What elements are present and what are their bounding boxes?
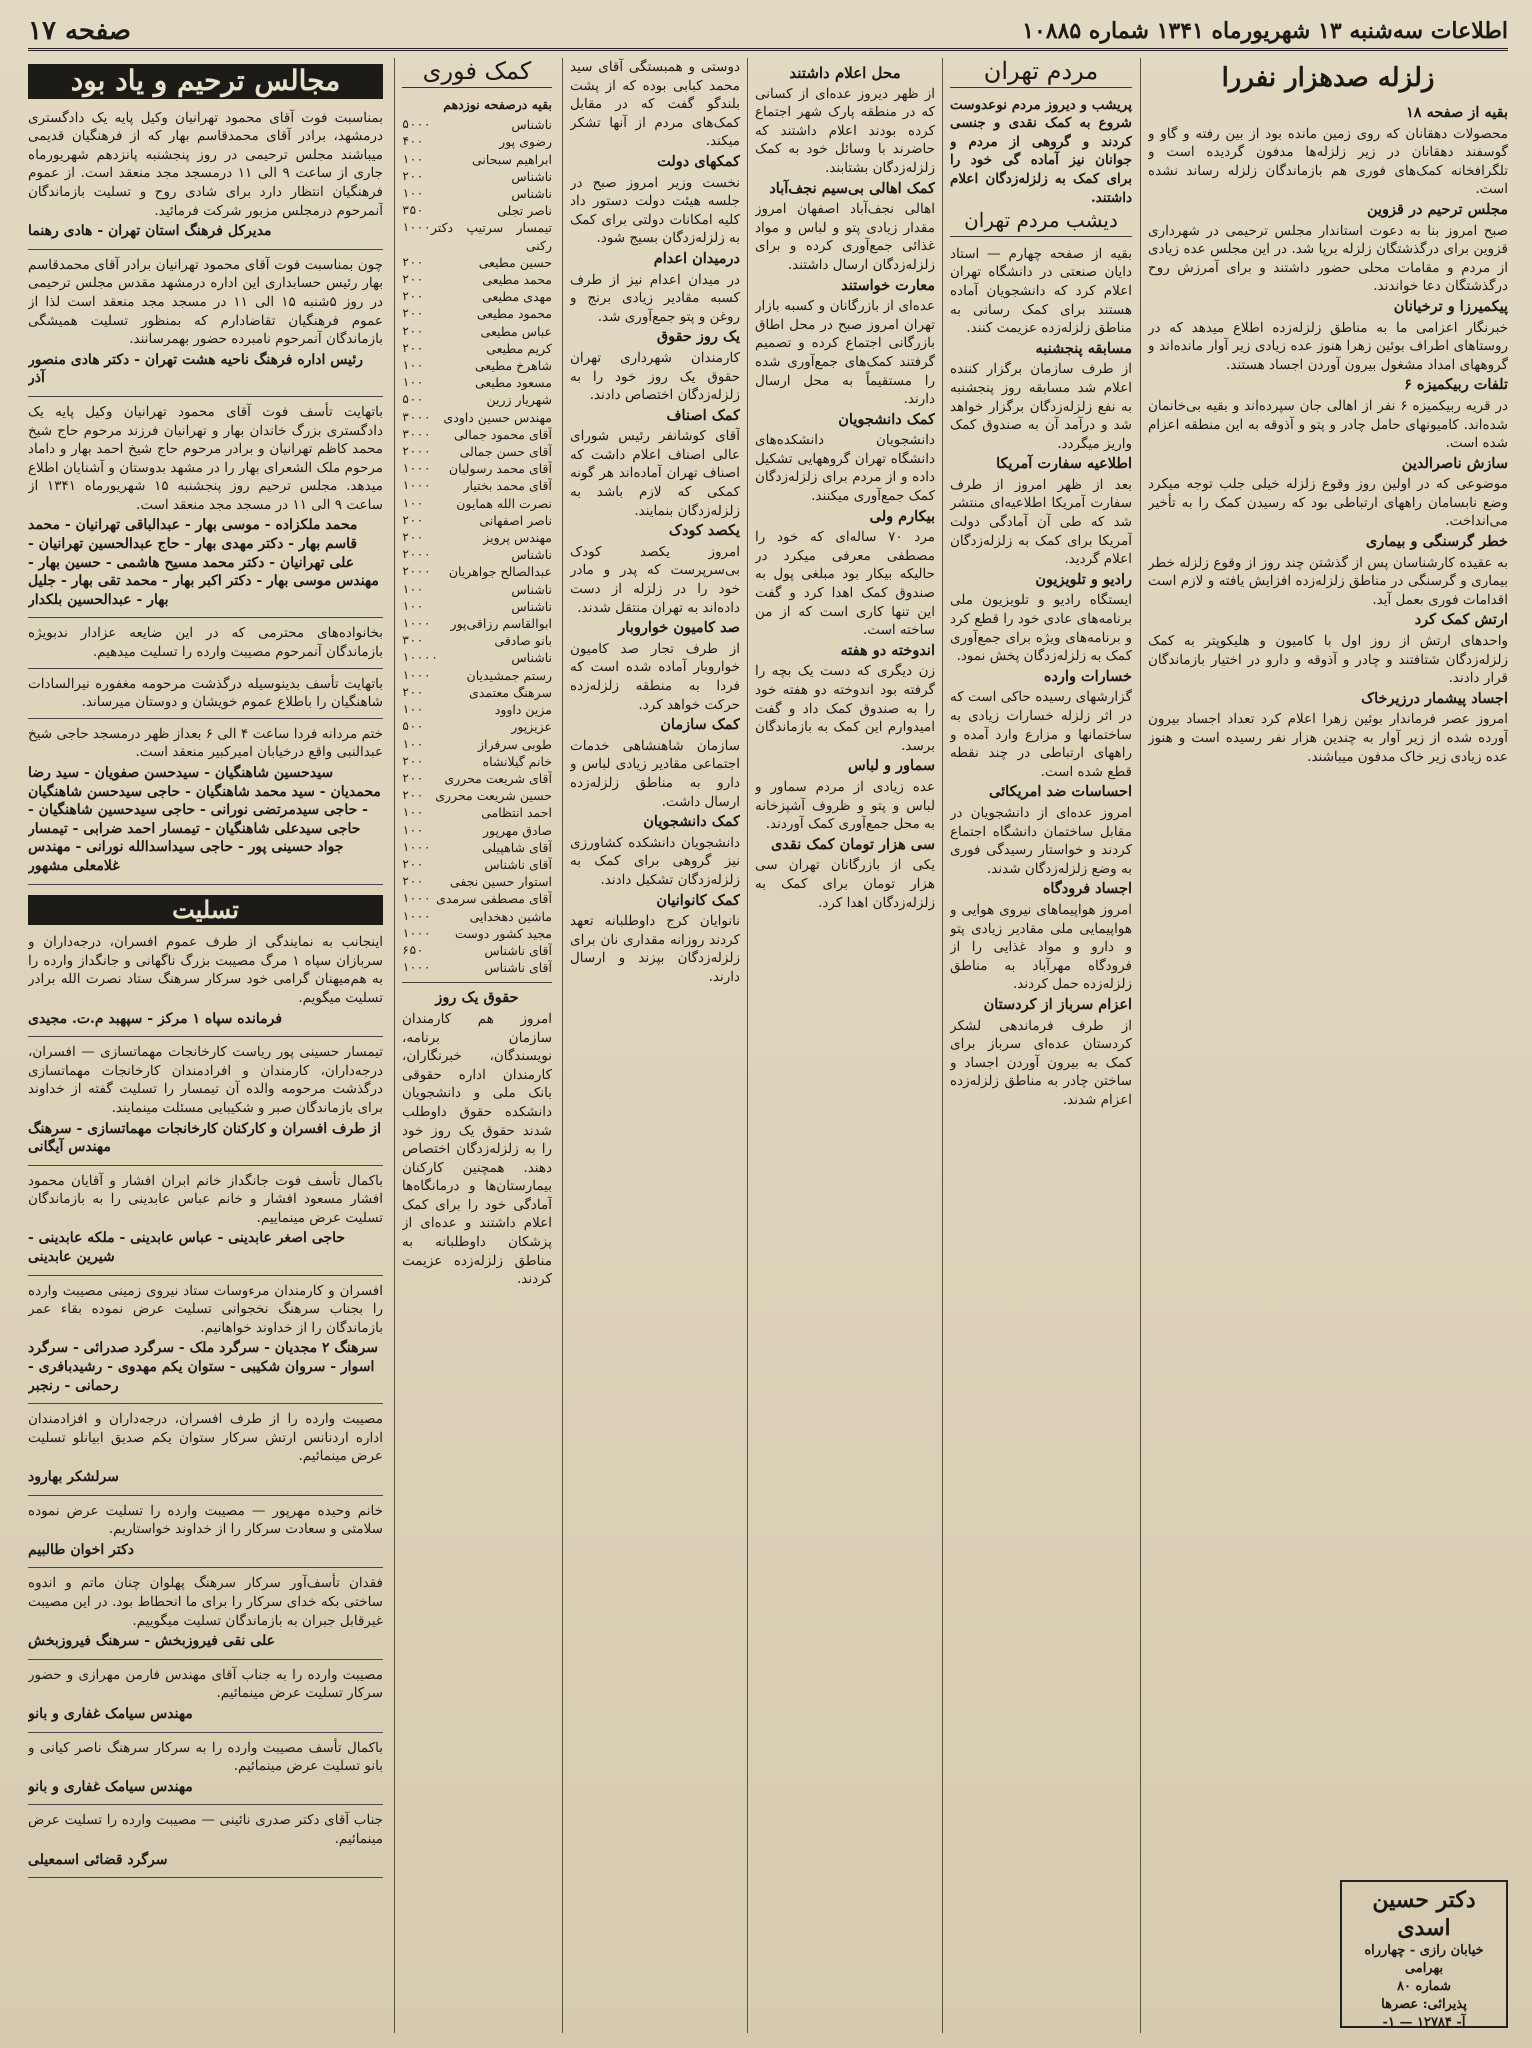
donor-name: مجید کشور دوست (455, 925, 552, 941)
donor-row (402, 305, 552, 322)
paragraph: بعد از ظهر امروز از طرف سفارت آمریکا اطلاعیه‌ای منتشر شد که طی آن آمادگی دولت آمریکا برای کمک به زلزله‌زدگان اعلام گردید. (950, 476, 1132, 568)
subheading: کمکهای دولت (657, 152, 740, 170)
notice-signature: رئیس اداره فرهنگ ناحیه هشت تهران - دکتر هادی منصور آذر (28, 351, 364, 387)
donor-amount: ۲۰۰ (402, 272, 424, 287)
donor-amount: ۲۰۰ (402, 684, 424, 699)
subheading: سی هزار تومان کمک نقدی (770, 835, 935, 853)
notice-text: مصیبت وارده را به جناب آقای مهندس فارمن مهرازی و حضور سرکار تسلیت عرض مینمائیم. (28, 1666, 383, 1702)
notice-divider (28, 1804, 383, 1805)
donor-amount: ۲۰۰ (402, 323, 424, 338)
donor-name: احمد انتظامی (481, 805, 552, 821)
paragraph: امروز عصر فرماندار بوئین زهرا اعلام کرد تعداد اجساد بیرون آورده شده از زیر آوار به چندین هزار نفر رسیده است و هنوز عده زیادی زیر خاک مدفون میباشند. (1148, 711, 1508, 765)
subheading: اجساد پیشمار درزیرخاک (1361, 689, 1508, 707)
notice-divider (28, 1403, 383, 1404)
notice-divider (28, 1495, 383, 1496)
subheading: مجلس ترحیم در قزوین (1366, 200, 1508, 218)
donor-name: تیمسار سرتیپ دکتر رکنی (430, 220, 552, 253)
subheading: خسارات وارده (1043, 667, 1132, 685)
donor-name: ابوالقاسم رزاقی‌پور (450, 616, 552, 632)
donor-row (402, 736, 552, 753)
notice-divider (28, 1165, 383, 1166)
donor-row (402, 254, 552, 271)
donor-name: ابراهیم سبحانی (472, 151, 552, 167)
paragraph: در میدان اعدام نیز از طرف کسبه مقادیر زیادی برنج و روغن و پتو جمع‌آوری شد. (570, 271, 740, 325)
donor-amount: ۱۰۰۰ (402, 461, 431, 476)
paragraph: سازمان شاهنشاهی خدمات اجتماعی مقادیر زیادی لباس و دارو به مناطق زلزله‌زده ارسال داشت. (570, 737, 740, 810)
column-donor-list (402, 58, 552, 2033)
donor-amount: ۲۰۰ (402, 289, 424, 304)
donor-amount: ۱۰۰ (402, 358, 424, 373)
notice-divider (28, 1275, 383, 1276)
donor-amount: ۱۰۰ (402, 805, 424, 820)
lead-paragraph: پریشب و دیروز مردم نوعدوست شروع به کمک نقدی و جنسی کردند و گروهی از مردم و جوانان نیز آماده گی خود را برای کمک به زلزله‌زدگان اعلام داشتند. (950, 96, 1132, 206)
donor-name: سرهنگ معتمدی (469, 684, 552, 700)
donor-row (402, 323, 552, 340)
notice-text: باکمال تأسف مصیبت وارده را به سرکار سرهنگ ناصر کیانی و بانو تسلیت عرض مینمائیم. (28, 1739, 383, 1775)
paragraph: نخست وزیر امروز صبح در جلسه هیئت دولت دستور داد کلیه امکانات دولتی برای کمک به زلزله‌زدگان بسیج شود. (570, 174, 740, 247)
paragraph: به عقیده کارشناسان پس از گذشتن چند روز از وقوع زلزله خطر بیماری و گرسنگی در مناطق زلزله‌زده افزایش یافته و لازم است اقدامات فوری بعمل آید. (1148, 554, 1508, 608)
subheading: کمک دانشجویان (838, 410, 935, 428)
subheading: اعزام سرباز از کردستان (983, 995, 1132, 1013)
donor-amount: ۴۰۰ (402, 134, 424, 149)
donor-amount: ۱۰۰ (402, 822, 424, 837)
notice-text: ختم مردانه فردا ساعت ۴ الی ۶ بعداز ظهر درمسجد حاجی شیخ عبدالنبی واقع درخیابان امیرکبیر منعقد است. (28, 725, 383, 761)
paragraph: اهالی نجف‌آباد اصفهان امروز مقدار زیادی پتو و لباس و مواد غذائی جمع‌آوری کرده و برای زلزله‌زدگان ارسال داشتند. (755, 201, 935, 273)
notice-text: بخانواده‌های محترمی که در این ضایعه عزادار ندبویژه بازماندگان آنمرحوم مصیبت وارده را تسلیت میدهیم. (28, 625, 383, 661)
subheading: احساسات ضد امریکائی (989, 783, 1132, 801)
donor-amount: ۱۰۰۰ (402, 908, 431, 923)
donor-row (402, 942, 552, 959)
donor-amount: ۱۰۰ (402, 581, 424, 596)
paragraph: از طرف سازمان برگزار کننده اعلام شد مسابقه روز پنجشنبه به نفع زلزله‌زدگان برگزار خواهد شد و درآمد آن به صندوق کمک واریز میگردد. (950, 361, 1132, 452)
paragraph: مرد ۷۰ ساله‌ای که خود را مصطفی معرفی میکرد در حالیکه بیکار بود مبلغی پول به صندوق کمک اهدا کرد و گفت این تنها کاری است که از من ساخته است. (755, 529, 935, 639)
column-memorials (28, 58, 383, 2033)
subheading: اطلاعیه سفارت آمریکا (996, 455, 1132, 473)
donor-row (402, 288, 552, 305)
notice-text: چون بمناسبت فوت آقای محمود تهرانیان برادر آقای محمدقاسم بهار رئیس حسابداری این اداره درمشهد مقدس مجلس ترحیمی در روز ۵شنبه ۱۵ الی ۱۱ در مسجد مجد منعقد است لذا از عموم فرهنگیان تقاضادارم که بمنظور تسلیت همیشگی بازماندگان آنمرحوم نامبرده حضور بهمرسانند. (28, 256, 383, 348)
notice-divider (28, 1732, 383, 1733)
notice-divider (28, 1659, 383, 1660)
paragraph: دانشجویان دانشکده کشاورزی نیز گروهی برای کمک به زلزله‌زدگان تشکیل دادند. (570, 834, 740, 888)
donor-row (402, 822, 552, 839)
donor-name: شهریار زرین (486, 392, 552, 408)
donor-name: حسین مطیعی (478, 254, 552, 270)
donor-name: ناشناس (511, 598, 552, 614)
donor-table (402, 116, 552, 976)
notice-signature: مهندس سیامک غفاری و بانو (28, 1778, 193, 1795)
donor-amount: ۶۵۰ (402, 942, 424, 957)
headline-tehran-people: مردم تهران (950, 62, 1132, 88)
donor-row (402, 684, 552, 701)
donor-row (402, 632, 552, 649)
donor-amount: ۱۰۰ (402, 736, 424, 751)
notice-signature: از طرف افسران و کارکنان کارخانجات مهماتسازی - سرهنگ مهندس آیگانی (28, 1120, 381, 1156)
headline-earthquake: زلزله صدهزار نفررا (1221, 63, 1435, 93)
subheading: تلفات ربیکمیزه ۶ (1404, 376, 1508, 394)
donor-name: ماشین دهخدایی (469, 908, 552, 924)
donor-amount: ۱۰۰۰ (402, 839, 431, 854)
notice-text: افسران و کارمندان مرءوسات ستاد نیروی زمینی مصیبت وارده را بجناب سرهنگ نخجوانی تسلیت عرض نموده بقاء عمر بازماندگان را از خداوند خواهانیم. (28, 1282, 383, 1336)
donor-amount: ۲۰۰ (402, 340, 424, 355)
column-tehran-people (950, 58, 1132, 2033)
donor-amount: ۳۵۰ (402, 203, 424, 218)
donor-amount: ۲۰۰ (402, 788, 424, 803)
donor-amount: ۱۰۰ (402, 151, 424, 166)
donor-row (402, 151, 552, 168)
donor-amount: ۲۰۰۰ (402, 564, 431, 579)
notice-signature: علی نقی فیروزبخش - سرهنگ فیروزبخش (28, 1633, 275, 1650)
issue-line: اطلاعات سه‌شنبه ۱۳ شهریورماه ۱۳۴۱ شماره ۱۰۸۸۵ (1022, 18, 1508, 44)
donor-amount: ۱۰۰ (402, 375, 424, 390)
donor-row (402, 219, 552, 253)
subheading: سماور و لباس (848, 757, 935, 775)
donor-row (402, 753, 552, 770)
notice-text: اینجانب به نمایندگی از طرف عموم افسران، درجه‌داران و سربازان سپاه ۱ مرگ مصیبت بزرگ ناگهانی و جانگداز وارده را به هم‌میهنان گرامی خود سرکار سرهنگ ستاد نصرت الله برادر تسلیت میگویم. (28, 934, 383, 1006)
donor-amount: ۲۰۰۰ (402, 547, 431, 562)
donor-name: ناشناس (511, 168, 552, 184)
memorial-notices (28, 109, 383, 885)
donor-name: عزیزپور (511, 719, 552, 735)
subheading: اندوخته دو هفته (840, 641, 935, 659)
paragraph: کارمندان شهرداری تهران حقوق یک روز خود را به زلزله‌زدگان اختصاص دادند. (570, 349, 740, 404)
ad-hours: پذیرائی: عصرها (1381, 1997, 1467, 2012)
donor-amount: ۲۰۰ (402, 254, 424, 269)
donor-amount: ۱۰۰۰ (402, 220, 431, 235)
notice-text: مصیبت وارده را از طرف افسران، درجه‌داران و افزادمندان اداره اردنانس ارتش سرکار ستوان یکم صدیق ابیانلو تسلیت عرض مینمائیم. (28, 1411, 383, 1465)
donor-name: محمود مطیعی (476, 306, 552, 322)
subheading: خطر گرسنگی و بیماری (1365, 533, 1508, 551)
subheading: اجساد فرودگاه (1042, 880, 1132, 898)
subheading: بیکارم ولی (869, 507, 935, 525)
notice-divider (28, 668, 383, 669)
donor-row (402, 443, 552, 460)
donor-name: رستم جمشیدیان (466, 667, 552, 683)
donor-row (402, 649, 552, 666)
donor-amount: ۵۰۰۰ (402, 117, 431, 132)
subheading: کمک کانوانیان (656, 891, 740, 909)
paragraph: عده زیادی از مردم سماور و لباس و پتو و ظروف آشپزخانه به محل جمع‌آوری کمک آوردند. (755, 778, 935, 833)
donor-row (402, 512, 552, 529)
donor-amount: ۲۰۰ (402, 306, 424, 321)
donor-row (402, 839, 552, 856)
donor-amount: ۲۰۰ (402, 874, 424, 889)
donor-row (402, 340, 552, 357)
paragraph: عده‌ای از بازرگانان و کسبه بازار تهران امروز صبح در محل اطاق بازرگانی اجتماع کرده و تصمیم گرفتند کمک‌های جمع‌آوری شده را مستقیماً به محل ارسال دارند. (755, 298, 935, 408)
notice-signature: دکتر اخوان طالبیم (28, 1541, 134, 1558)
donor-amount: ۲۰۰ (402, 530, 424, 545)
donor-row (402, 598, 552, 615)
donor-row (402, 581, 552, 598)
notice-signature: حاجی اصغر عابدینی - عباس عابدینی - ملکه عابدینی - شیرین عابدینی (28, 1230, 346, 1266)
notice-text: تیمسار حسینی پور ریاست کارخانجات مهماتسازی — افسران، درجه‌داران، کارمندان و افرادمندان کارخانجات مهماتسازی درگذشت مرحومه والده آن تیمسار را تسلیت گفته از خداوند برای بازماندگان صبر و شکیبایی مسئلت مینمایند. (28, 1044, 383, 1116)
paragraph: از ظهر دیروز عده‌ای از کسانی که در منطقه پارک شهر اجتماع کرده بودند اعلام داشتند که حاضرند با وسائل خود به کمک زلزله‌زدگان بشتابند. (755, 85, 935, 176)
donor-name: آقای محمود جمالی (454, 426, 552, 442)
paragraph: یکی از بازرگانان تهران سی هزار تومان برای کمک به زلزله‌زدگان اهدا کرد. (755, 857, 935, 911)
donor-name: حسین شریعت محرری (435, 788, 552, 804)
donor-name: مزین داوود (494, 702, 552, 718)
donor-name: رضوی پور (499, 134, 552, 150)
donor-row (402, 495, 552, 512)
donor-amount: ۵۰۰ (402, 719, 424, 734)
ad-number: شماره ۸۰ (1397, 1979, 1451, 1994)
column-earthquake (1148, 58, 1508, 2033)
donor-name: استوار حسین نجفی (449, 874, 552, 890)
notice-signature: سرلشکر بهارود (28, 1469, 119, 1485)
donor-row (402, 391, 552, 408)
donor-row (402, 116, 552, 133)
donor-name: ناشناس (511, 581, 552, 597)
donor-name: آقای ناشناس (484, 856, 552, 872)
donor-name: آقای ناشناس (484, 960, 552, 976)
donor-amount: ۱۰۰۰ (402, 478, 431, 493)
paragraph: در قریه ربیکمیزه ۶ نفر از اهالی جان سپرده‌اند و بقیه بی‌خانمان شده‌اند. کامیونهای حامل چادر و پتو و آذوقه به این منطقه اعزام شده است. (1148, 397, 1508, 452)
donor-row (402, 925, 552, 942)
donor-name: طوبی سرفراز (477, 736, 552, 752)
notice-text: باتهایت تأسف فوت آقای محمود تهرانیان وکیل پایه یک دادگستری بزرگ خاندان بهار و تهرانیان فرزند مرحوم حاج شیخ محمد کاظم تهرانیان و برادر مرحوم حاج شیخ احمد بهار و داماد مرحوم ملک الشعرای بهار را در مشهد بدوستان و آشنایان اطلاع میدهد. مجلس ترحیم روز پنجشنبه ۱۵ شهریورماه ۱۳۴۱ از ساعت ۹ الی ۱۱ در مسجد مجد منعقد است. (28, 403, 383, 513)
condolence-notices (28, 933, 383, 1878)
donor-row (402, 701, 552, 718)
doctor-ad (1340, 1880, 1508, 2028)
donor-row (402, 426, 552, 443)
notice-text: خانم وحیده مهرپور — مصیبت وارده را تسلیت عرض نموده سلامتی و سعادت سرکار را از خداوند خواستاریم. (28, 1502, 383, 1538)
subheading: درمیدان اعدام (653, 249, 740, 267)
subheading: کمک اهالی بی‌سیم نجف‌آباد (769, 179, 935, 197)
donor-name: آقای ناشناس (484, 942, 552, 958)
subheading: کمک دانشجویان (643, 813, 740, 831)
donor-amount: ۲۰۰ (402, 512, 424, 527)
notice-text: جناب آقای دکتر صدری نائینی — مصیبت وارده را تسلیت عرض مینمائیم. (28, 1812, 383, 1847)
donor-row (402, 667, 552, 684)
continuation-note: بقیه از صفحه ۱۸ (1405, 104, 1508, 121)
donor-name: محمد مطیعی (482, 272, 552, 288)
donor-name: آقای حسن جمالی (459, 444, 552, 460)
ad-address: خیابان رازی - چهارراه بهرامی (1364, 1943, 1484, 1976)
notice-text: بمناسبت فوت آقای محمود تهرانیان وکیل پایه یک دادگستری درمشهد، برادر آقای محمدقاسم بهار که از فرهنگیان قدیمی میباشند مجلس ترحیمی در روز پنجشنبه پانزدهم شهریورماه جاری از ساعت ۹ الی ۱۱ درمسجد مجد منعقد است. از عموم فرهنگیان انتظار دارد برای شادی روح و تسلیت بازماندگان آنمرحوم درمجلس مزبور شرکت فرمائید. (28, 109, 383, 219)
page-number: صفحه ۱۷ (28, 16, 131, 46)
notice-divider (28, 884, 383, 885)
column-heading: محل اعلام داشتند (789, 64, 901, 82)
donor-name: مهندس حسین داودی (443, 409, 552, 425)
subheading: صد کامیون خواروبار (618, 619, 740, 637)
column-divider (747, 58, 748, 2033)
paragraph: بقیه از صفحه چهارم — استاد دایان صنعتی در دانشگاه تهران اعلام کرد که دانشجویان آماده هستند برای کمک رسانی به مناطق زلزله‌زده عزیمت کنند. (950, 245, 1132, 337)
donor-amount: ۲۰۰ (402, 770, 424, 785)
donor-name: آقای شریعت محرری (444, 770, 552, 786)
subheading: کمک اصناف (666, 406, 740, 424)
column-divider (394, 58, 395, 2033)
donor-name: ناصر اصفهانی (479, 512, 552, 528)
subheading: پیکمیرزا و ترخیانان (1393, 297, 1508, 315)
donor-name: ناشناس (511, 117, 552, 133)
donor-name: خانم گیلانشاه (482, 753, 552, 769)
donor-name: ناصر تجلی (497, 203, 552, 219)
donor-amount: ۳۰۰ (402, 633, 424, 648)
donor-amount: ۱۰۰۰۰ (402, 650, 439, 665)
notice-signature: فرمانده سپاه ۱ مرکز - سپهبد م.ت. مجیدی (28, 1010, 283, 1027)
paragraph: دوستی و همبستگی آقای سید محمد کبابی بوده که از پشت بلندگو گفت که در مقابل کمک‌های مردم از آنها تشکر میکند. (570, 59, 740, 150)
donor-row (402, 546, 552, 563)
donor-amount: ۱۰۰ (402, 598, 424, 613)
paragraph: ایستگاه رادیو و تلویزیون ملی برنامه‌های عادی خود را قطع کرد و برنامه‌های ویژه برای جمع‌آوری کمک به زلزله‌زدگان پخش نمود. (950, 592, 1132, 665)
donor-row (402, 615, 552, 632)
notice-divider (28, 249, 383, 250)
notice-text: باکمال تأسف فوت جانگداز خانم ابران افشار و آقایان محمود افشار مسعود افشار و خانم عباس عابدینی را به بازماندگان تسلیت عرض مینماییم. (28, 1172, 383, 1226)
donor-list-title: کمک فوری (402, 62, 552, 88)
donor-amount: ۱۰۰۰ (402, 616, 431, 631)
notice-text: باتهایت تأسف بدینوسیله درگذشت مرحومه مغفوره نیرالسادات شاهنگیان را باطلاع عموم خویشان و دوستان میرساند. (28, 675, 383, 711)
donor-amount: ۱۰۰ (402, 702, 424, 717)
donor-name: عبدالصالح جواهریان (448, 564, 552, 580)
notice-divider (28, 396, 383, 397)
donor-row (402, 460, 552, 477)
paragraph: گزارشهای رسیده حاکی است که در اثر زلزله خسارات زیادی به ساختمانها و مزارع وارد آمده و راههای ارتباطی در چند نقطه قطع شده است. (950, 689, 1132, 780)
donor-name: ناشناس (511, 186, 552, 201)
donor-row (402, 804, 552, 821)
donor-row (402, 409, 552, 426)
notice-divider (28, 1877, 383, 1878)
column-aid-news (570, 58, 740, 2033)
condolence-banner: تسلیت (28, 895, 383, 926)
notice-signature: سرگرد قضائی اسمعیلی (28, 1851, 168, 1868)
donor-name: صادق مهرپور (483, 822, 552, 838)
subheading: یکصد کودک (668, 522, 740, 540)
page-header (28, 14, 1508, 51)
paragraph: صبح امروز بنا به دعوت استاندار مجلس ترحیمی در شهرداری قزوین برای درگذشتگان زلزله برپا شد. در این مجلس عده زیادی از مردم و مقامات محلی حضور داشتند و برای آمرزش روح درگذشتگان دعا خواندند. (1148, 222, 1508, 295)
donor-row (402, 185, 552, 202)
donor-name: بانو صادقی (494, 633, 552, 649)
notice-signature: مدیرکل فرهنگ استان تهران - هادی رهنما (28, 223, 272, 240)
subheading: یک روز حقوق (656, 328, 740, 346)
donor-row (402, 873, 552, 890)
column-divider (942, 58, 943, 2033)
donor-amount: ۲۰۰ (402, 168, 424, 183)
column-divider (1140, 58, 1141, 2033)
donor-amount: ۲۰۰ (402, 856, 424, 871)
column-divider (562, 58, 563, 2033)
donor-row (402, 718, 552, 735)
notice-text: فقدان تأسف‌آور سرکار سرهنگ پهلوان چنان ماتم و اندوه ساختی بکه خدای سرکار را برای ما انحطاط بود. در این مصیبت غیرقابل جبران به بازماندگان تسلیت میگوییم. (28, 1575, 383, 1629)
donor-amount: ۳۰۰۰ (402, 426, 431, 441)
paragraph: نانوایان کرج داوطلبانه تعهد کردند روزانه مقداری نان برای زلزله‌زدگان بپزند و ارسال دارند. (570, 913, 740, 985)
divider (402, 982, 552, 983)
paragraph: خبرنگار اعزامی ما به مناطق زلزله‌زده اطلاع میدهد که در روستاهای اطراف بوئین زهرا هنوز عده زیادی زیر آوار مانده‌اند و گروههای امداد مشغول بیرون آوردن اجساد هستند. (1148, 319, 1508, 373)
donor-row (402, 959, 552, 976)
donor-name: آقای مصطفی سرمدی (436, 891, 552, 907)
paragraph: واحدهای ارتش از روز اول با کامیون و هلیکوپتر به کمک زلزله‌زدگان شتافتند و چادر و آذوقه و دارو در اختیار بازماندگان قرار دادند. (1148, 633, 1508, 687)
donor-amount: ۱۰۰ (402, 495, 424, 510)
donor-name: مهدی مطیعی (482, 289, 552, 305)
memorial-banner: مجالس ترحیم و یاد بود (28, 64, 383, 99)
paragraph: امروز یکصد کودک بی‌سرپرست که پدر و مادر خود را در زلزله از دست داده‌اند به تهران منتقل شدند. (570, 543, 740, 616)
donor-name: ناشناس (511, 547, 552, 563)
donor-amount: ۱۰۰۰ (402, 891, 431, 906)
donor-amount: ۱۰۰۰ (402, 960, 431, 975)
subheading: مسابقه پنجشنبه (1035, 339, 1132, 357)
notice-divider (28, 718, 383, 719)
subheading: ارتش کمک کرد (1414, 611, 1508, 629)
notice-divider (28, 617, 383, 618)
paragraph: محصولات دهقانان که روی زمین مانده بود از بین رفته و گاو و گوسفند دهقانان در زیر زلزله‌ها مدفون گردیده است و تلگرافخانه کمک‌های فوری هم بازماندگان زلزله رساند نشده است. (1148, 125, 1508, 198)
donor-row (402, 563, 552, 580)
donor-row (402, 477, 552, 494)
paragraph: موضوعی که در اولین روز وقوع زلزله خیلی جلب توجه میکرد وضع نابسامان راههای ارتباطی بود که رسیدن کمک را به تأخیر می‌انداخت. (1148, 476, 1508, 530)
notice-signature: محمد ملکزاده - موسی بهار - عبدالباقی تهرانیان - محمد قاسم بهار - دکتر مهدی بهار - حاج عبدالحسین تهرانیان - علی تهرانیان - دکتر محمد مسیح هاشمی - حسین بهار - مهندس موسی بهار - دکتر اکبر بهار - محمد تقی بهار - جلیل بهار - عبدالحسین بلکدار (28, 517, 379, 608)
donor-amount: ۱۰۰۰ (402, 667, 431, 682)
subheading: رادیو و تلویزیون (1035, 570, 1132, 588)
paragraph: دانشجویان دانشکده‌های دانشگاه تهران گروههایی تشکیل داده و از مردم برای زلزله‌زدگان کمک جمع‌آوری میکنند. (755, 432, 935, 505)
donor-amount: ۱۰۰ (402, 186, 424, 200)
donor-name: ناشناس (511, 650, 552, 666)
donor-row (402, 271, 552, 288)
donor-amount: ۳۰۰۰ (402, 409, 431, 424)
donor-name: مسعود مطیعی (474, 375, 552, 391)
notice-divider (28, 1036, 383, 1037)
donor-amount: ۵۰۰ (402, 392, 424, 407)
notice-signature: مهندس سیامک غفاری و بانو (28, 1705, 193, 1722)
donor-row (402, 202, 552, 219)
notice-divider (28, 1567, 383, 1568)
donor-amount: ۲۰۰ (402, 753, 424, 768)
paragraph: امروز هواپیماهای نیروی هوایی و هواپیمایی ملی مقادیر زیادی پتو و دارو و مواد غذایی را از فرودگاه مهرآباد به مناطق زلزله‌زده حمل کردند. (950, 901, 1132, 993)
donor-row (402, 357, 552, 374)
paragraph: از طرف فرماندهی لشکر کردستان عده‌ای سرباز برای کمک به بیرون آوردن اجساد و ساختن چادر به مناطق زلزله‌زده اعزام شدند. (950, 1017, 1132, 1108)
donor-name: شاهرخ مطیعی (475, 358, 552, 374)
paragraph: زن دیگری که دست یک بچه را گرفته بود اندوخته دو هفته خود را به صندوق کمک داد و گفت امیدوارم این کمک به بازماندگان برسد. (755, 663, 935, 754)
donor-row (402, 856, 552, 873)
notice-signature: سرهنگ ۲ مجدیان - سرگرد ملک - سرگرد صدرائی - سرگرد اسوار - سروان شکیبی - ستوان یکم مهدوی - رشیدبافری - رحمانی - رنجبر (28, 1340, 378, 1394)
donor-amount: ۱۰۰۰ (402, 925, 431, 940)
column-donations-report (755, 58, 935, 2033)
donor-name: عباس مطیعی (480, 323, 552, 339)
donor-name: نصرت الله همایون (456, 495, 552, 511)
donor-row (402, 168, 552, 185)
subheading: سازش ناصرالدین (1401, 454, 1508, 472)
donor-name: مهندس پرویز (483, 530, 552, 546)
donor-name: آقای محمد رسولیان (448, 461, 552, 477)
donor-amount: ۲۰۰۰ (402, 444, 431, 459)
donor-name: آقای محمد بختیار (463, 478, 552, 494)
donor-row (402, 133, 552, 150)
subheadline: دیشب مردم تهران (950, 211, 1132, 237)
donor-row (402, 770, 552, 787)
ad-doctor-name: دکتر حسین اسدی (1372, 1887, 1476, 1941)
paragraph: امروز هم کارمندان سازمان برنامه، نویسندگان، خبرنگاران، کارمندان اداره حقوقی بانک ملی و دانشجویان دانشکده حقوق داوطلب شدند حقوق یک روز خود را به زلزله‌زدگان اختصاص دهند. همچنین کارکنان بیمارستان‌ها و درمانگاه‌ها آمادگی خود را برای کمک اعلام داشتند و عده‌ای از پزشکان داوطلبانه به مناطق زلزله‌زده عزیمت کردند. (402, 1010, 552, 1288)
donor-row (402, 374, 552, 391)
subheading: معارت خواستند (841, 276, 935, 294)
ad-code: آ- ۱۲۷۸۴ — ۱- (1382, 2015, 1466, 2030)
subheading: کمک سازمان (660, 716, 740, 734)
donor-row (402, 890, 552, 907)
continuation-note: بقیه درصفحه نوزدهم (443, 96, 552, 112)
paragraph: امروز عده‌ای از دانشجویان در مقابل ساختمان دانشگاه اجتماع کردند و خواستار رسیدگی فوری به وضع زلزله‌زدگان شدند. (950, 804, 1132, 877)
donor-row (402, 529, 552, 546)
subheading: حقوق یک روز (435, 989, 519, 1007)
donor-row (402, 787, 552, 804)
donor-name: کریم مطیعی (486, 340, 552, 356)
paragraph: آقای کوشانفر رئیس شورای عالی اصناف اعلام داشت که اصناف تهران آماده‌اند هر گونه کمکی که لازم باشد به زلزله‌زدگان بنمایند. (570, 428, 740, 519)
donor-row (402, 908, 552, 925)
donor-name: آقای شاهپیلی (482, 839, 552, 855)
notice-signature: سیدحسین شاهنگیان - سیدحسن صفویان - سید رضا محمدیان - سید محمد شاهنگیان - حاجی سیدحسن شاهنگیان - حاجی سیدمرتضی نورانی - حاجی سیدحسین شاهنگیان - حاجی سیدعلی شاهنگیان - تیمسار احمد ضرابی - تیمسار جواد حسینی پور - حاجی سیداسدالله نورانی - مهندس غلامعلی مشهور (28, 765, 381, 874)
paragraph: از طرف تجار صد کامیون خواروبار آماده شده است که فردا به منطقه زلزله‌زده حرکت خواهد کرد. (570, 640, 740, 713)
